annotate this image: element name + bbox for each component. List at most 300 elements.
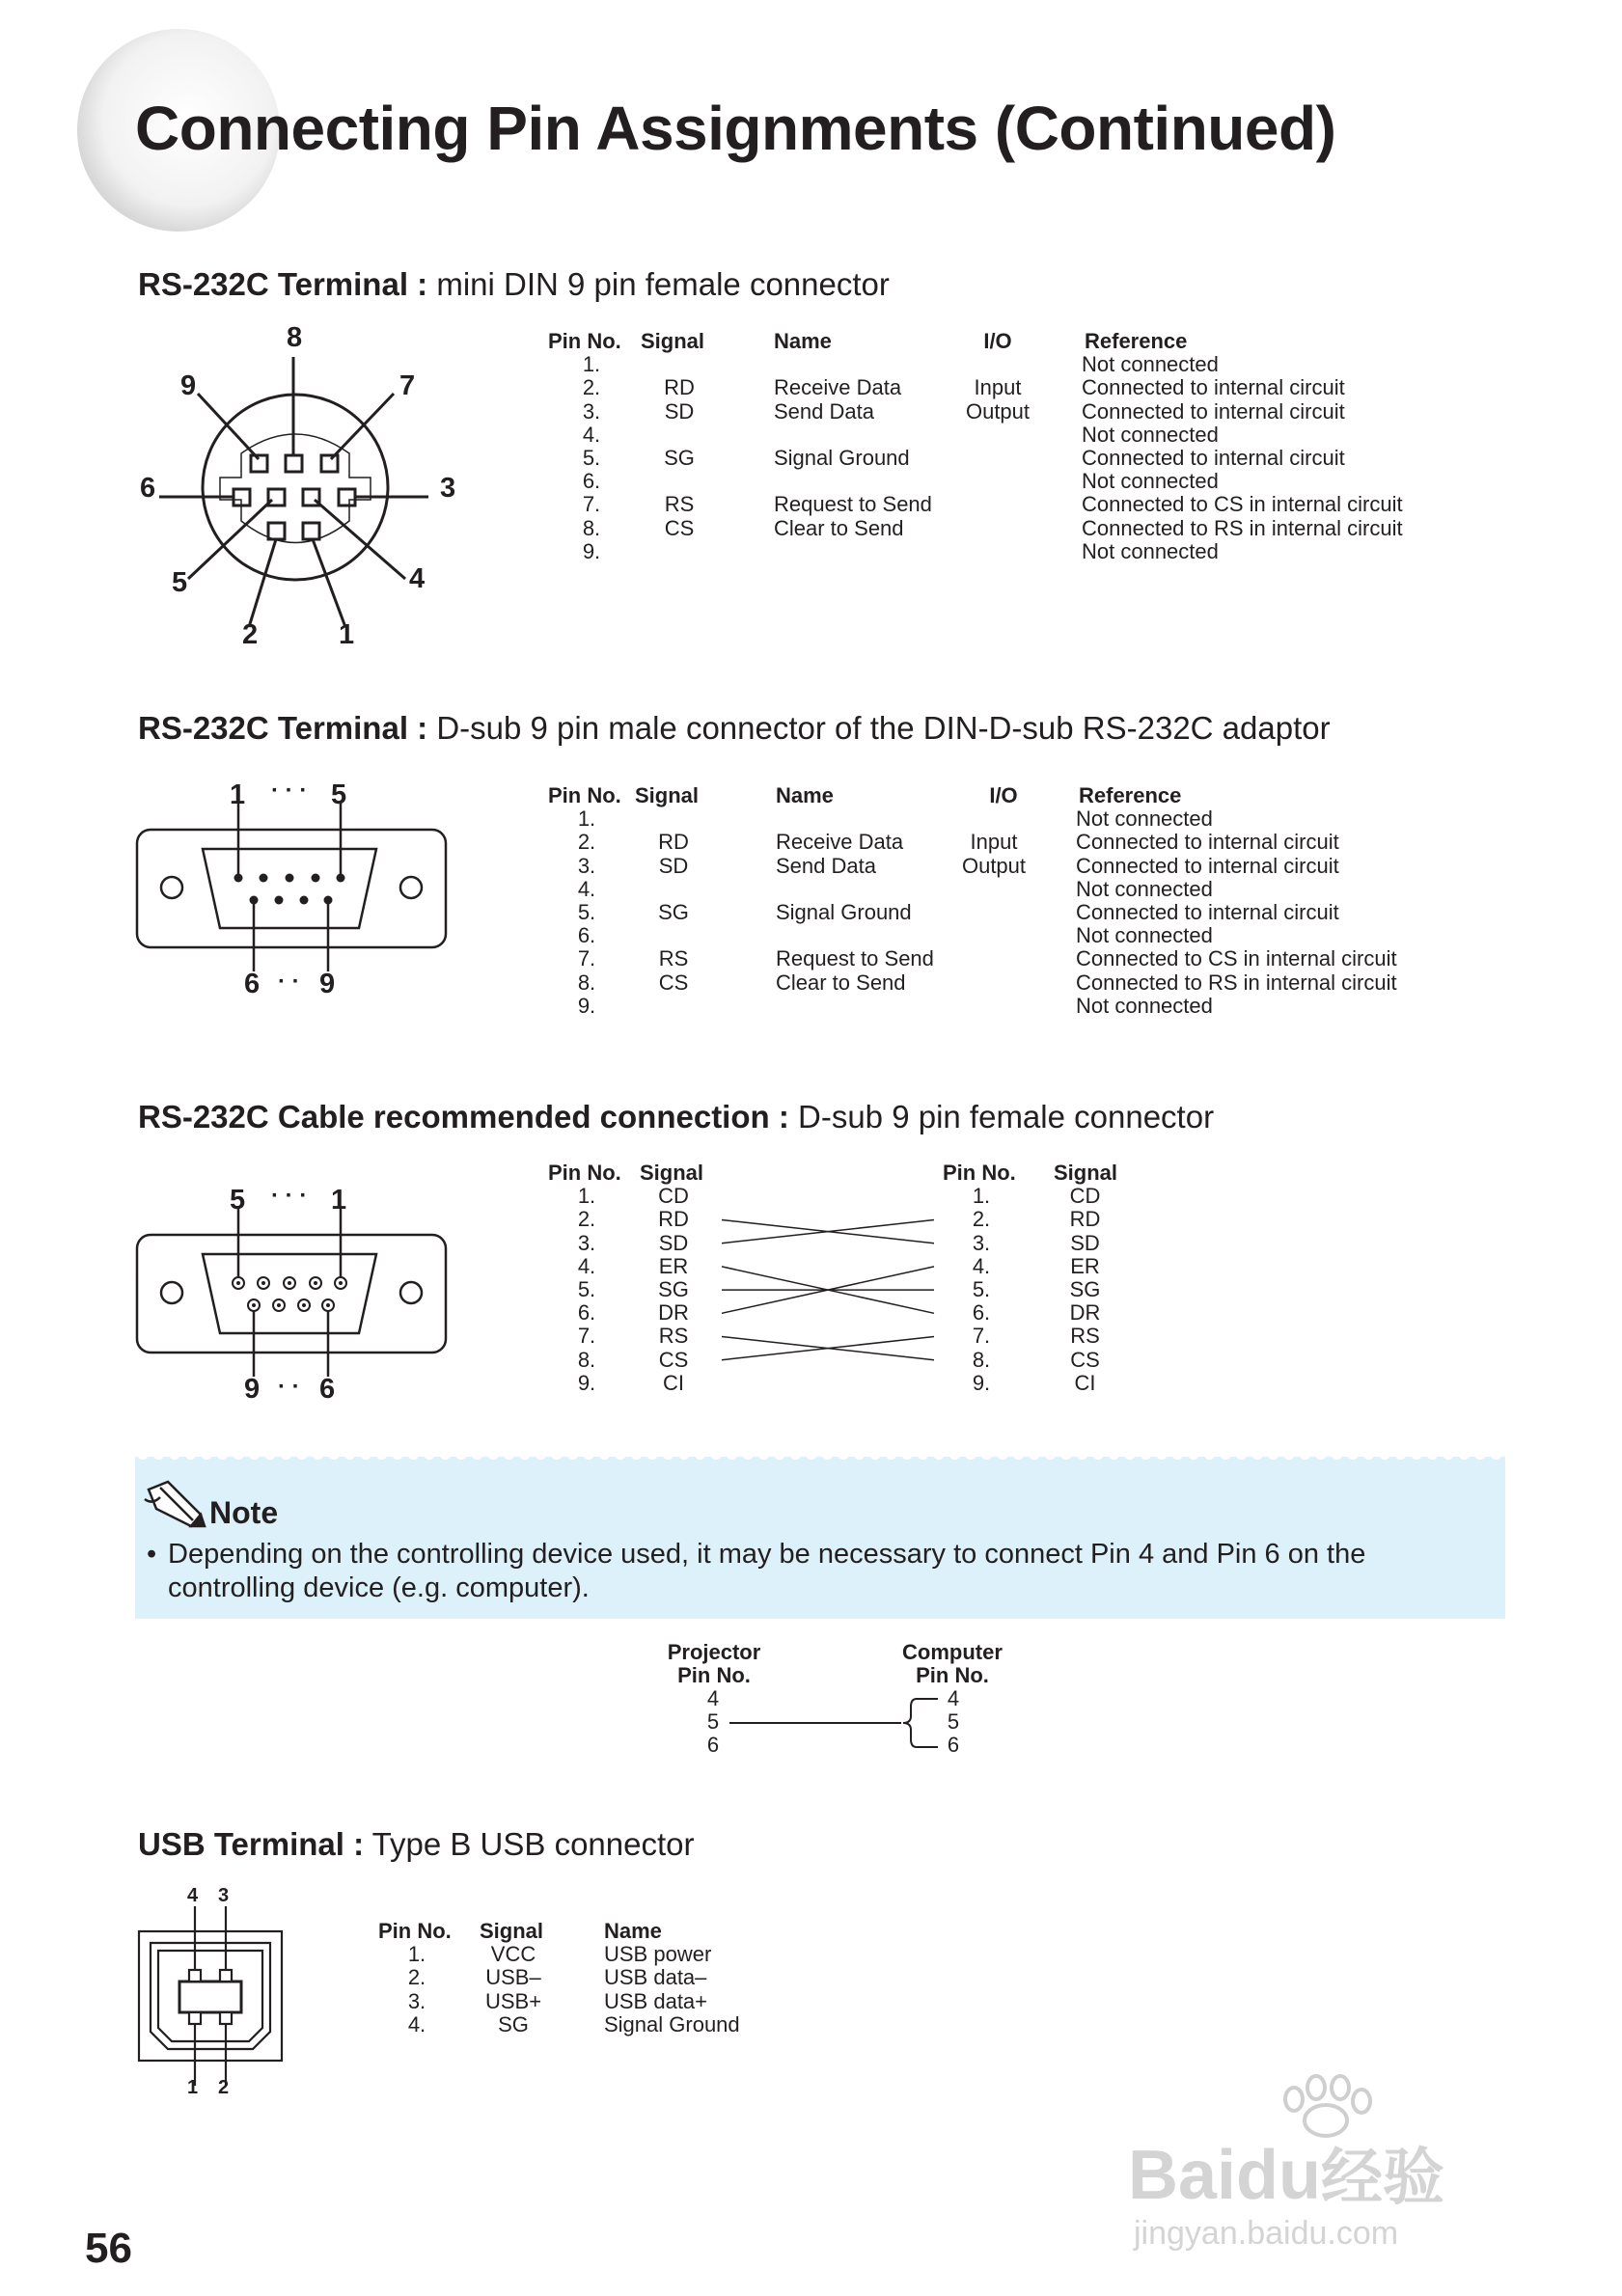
- pencil-icon: [143, 1480, 208, 1530]
- table-cell: [635, 807, 712, 831]
- pin-cells: [548, 353, 635, 563]
- scallop: [264, 1448, 276, 1460]
- table-cell: [635, 995, 712, 1018]
- table-cell: Request to Send: [776, 946, 934, 971]
- scallop: [806, 1448, 817, 1460]
- computer-label: [885, 1641, 1020, 1687]
- table-cell: 4.: [577, 1253, 596, 1278]
- table-cell: Not connected: [1076, 806, 1213, 832]
- table-cell: [959, 493, 1036, 516]
- dsub-male-top-dots: · · ·: [271, 778, 308, 804]
- usb-pin-label-1: 1: [187, 2077, 199, 2098]
- table-cell: [774, 424, 967, 447]
- scallop: [1013, 1448, 1025, 1460]
- scallop: [710, 1448, 722, 1460]
- table-cell: 8.: [577, 1347, 596, 1372]
- table-cell: 3.: [577, 853, 596, 878]
- table-cell: 8.: [582, 515, 601, 540]
- pin-number: 5: [947, 1709, 960, 1735]
- table-cell: Not connected: [1082, 469, 1219, 494]
- table-cell: 9.: [577, 993, 596, 1018]
- table-cell: [641, 424, 718, 447]
- section-title-rest: mini DIN 9 pin female connector: [427, 266, 890, 302]
- scallop: [583, 1448, 594, 1460]
- signal-cells: [470, 1943, 557, 2036]
- scallop: [185, 1448, 197, 1460]
- table-cell: 7.: [972, 1324, 991, 1349]
- scallop: [392, 1448, 403, 1460]
- table-cell: CD: [658, 1184, 689, 1209]
- table-cell: RD: [664, 375, 695, 400]
- table-cell: 8.: [577, 970, 596, 995]
- table-cell: 7.: [582, 492, 601, 517]
- table-cell: 3.: [582, 398, 601, 424]
- section-title-dsub-male: [138, 710, 1331, 747]
- col-name: [774, 330, 967, 563]
- table-cell: 8.: [972, 1347, 991, 1372]
- col-reference: [1082, 330, 1468, 563]
- scallop: [281, 1448, 292, 1460]
- table-cell: Request to Send: [774, 492, 932, 517]
- table-cell: SG: [1069, 1276, 1101, 1301]
- table-cell: Connected to internal circuit: [1076, 830, 1339, 855]
- table-cell: SD: [664, 398, 695, 424]
- header-left-pin: Pin No.: [548, 1161, 621, 1185]
- table-cell: CI: [663, 1370, 684, 1395]
- scallop: [663, 1448, 674, 1460]
- table-cell: RS: [658, 1324, 689, 1349]
- scallop: [901, 1448, 913, 1460]
- table-cell: [635, 878, 712, 901]
- table-cell: Connected to RS in internal circuit: [1076, 970, 1397, 995]
- section-title-bold: RS-232C Cable recommended connection :: [138, 1099, 789, 1134]
- scallop: [153, 1448, 165, 1460]
- scallop: [519, 1448, 531, 1460]
- table-cell: 6.: [972, 1300, 991, 1326]
- dsub-male-bottom-left: 6: [244, 969, 261, 999]
- scallop: [1220, 1448, 1231, 1460]
- usb-connector-diagram: [135, 1899, 289, 2082]
- table-cell: [959, 353, 1036, 376]
- table-cell: RS: [664, 492, 695, 517]
- header-reference: Reference: [1079, 783, 1182, 807]
- scallop: [727, 1448, 738, 1460]
- section-title-bold: RS-232C Terminal :: [138, 266, 428, 302]
- pin-jumper-diagram: [724, 1687, 946, 1759]
- col-signal: [641, 330, 718, 563]
- table-cell: 2.: [407, 1965, 426, 1990]
- scallop: [1395, 1448, 1407, 1460]
- scallop: [949, 1448, 961, 1460]
- pin-label-5: 5: [172, 567, 188, 598]
- pin-label-3: 3: [440, 473, 456, 504]
- table-cell: Connected to internal circuit: [1082, 445, 1345, 470]
- scallop: [1491, 1448, 1502, 1460]
- scallop: [313, 1448, 324, 1460]
- scallop: [1188, 1448, 1199, 1460]
- table-cell: 1.: [577, 1184, 596, 1209]
- usb-pin-table: [378, 1920, 784, 2055]
- scallop: [869, 1448, 881, 1460]
- table-cell: 2.: [577, 830, 596, 855]
- scallop: [918, 1448, 929, 1460]
- scallop: [678, 1448, 690, 1460]
- table-cell: 6.: [577, 923, 596, 948]
- watermark-jingyan: 经验: [1321, 2143, 1445, 2212]
- scallop: [1379, 1448, 1390, 1460]
- table-cell: CD: [1069, 1184, 1101, 1209]
- table-cell: Clear to Send: [776, 970, 906, 995]
- table-cell: Connected to internal circuit: [1082, 398, 1345, 424]
- name-cells: [604, 1943, 778, 2036]
- table-cell: 6.: [577, 1300, 596, 1326]
- cable-pin-table: [548, 1162, 1146, 1403]
- col-name: [776, 784, 969, 1018]
- header-name: Name: [774, 329, 832, 353]
- header-pin: Pin No.: [548, 329, 621, 353]
- table-cell: [641, 470, 718, 493]
- scallop: [233, 1448, 244, 1460]
- scallop: [296, 1448, 308, 1460]
- table-cell: [774, 353, 967, 376]
- header-name: Name: [776, 783, 834, 807]
- table-cell: [955, 971, 1032, 995]
- header-signal: Signal: [480, 1919, 544, 1943]
- scallop: [536, 1448, 547, 1460]
- section-title-bold: USB Terminal :: [138, 1826, 365, 1862]
- table-cell: [959, 517, 1036, 540]
- scallop: [424, 1448, 435, 1460]
- table-cell: Signal Ground: [776, 899, 912, 924]
- table-cell: Receive Data: [774, 375, 902, 400]
- dsub-male-bottom-right: 9: [319, 969, 336, 999]
- table-cell: 7.: [577, 946, 596, 971]
- pin-label-6: 6: [140, 473, 156, 504]
- name-cells: [774, 353, 967, 563]
- table-cell: [776, 995, 969, 1018]
- table-cell: [635, 924, 712, 947]
- scallop: [1332, 1448, 1343, 1460]
- table-cell: 1.: [582, 352, 601, 377]
- table-cell: SG: [664, 445, 695, 470]
- table-cell: Clear to Send: [774, 515, 904, 540]
- io-cells: [959, 353, 1036, 563]
- dsub-male-pin-table: [548, 784, 1474, 1025]
- page-title: Connecting Pin Assignments (Continued): [135, 94, 1336, 163]
- scallop: [1443, 1448, 1454, 1460]
- table-cell: Not connected: [1082, 352, 1219, 377]
- table-cell: Connected to internal circuit: [1082, 375, 1345, 400]
- scallop: [790, 1448, 802, 1460]
- scallop: [838, 1448, 849, 1460]
- section-title-mini-din: [138, 266, 890, 303]
- header-left-signal: Signal: [640, 1161, 704, 1185]
- projector-label: [646, 1641, 782, 1687]
- cable-top-right: 1: [331, 1185, 347, 1216]
- scallop: [487, 1448, 499, 1460]
- table-cell: 5.: [577, 899, 596, 924]
- usb-pin-label-4: 4: [187, 1885, 199, 1906]
- table-cell: 6.: [582, 469, 601, 494]
- scallop: [504, 1448, 515, 1460]
- scallop: [1141, 1448, 1152, 1460]
- table-cell: Send Data: [776, 853, 876, 878]
- scallop: [695, 1448, 706, 1460]
- cable-cross-lines: [548, 1162, 1146, 1403]
- scallop: [758, 1448, 770, 1460]
- table-cell: 9.: [577, 1370, 596, 1395]
- col-pin: [378, 1920, 455, 2036]
- scallop: [567, 1448, 579, 1460]
- scallop: [1315, 1448, 1327, 1460]
- note-body: Depending on the controlling device used, it may be necessary to connect Pin 4 and Pin 6 on the controlling device (e.g. computer).: [168, 1539, 1366, 1603]
- pin-number: 6: [947, 1733, 960, 1758]
- table-cell: Connected to internal circuit: [1076, 853, 1339, 878]
- cable-bottom-dots: · ·: [278, 1374, 300, 1400]
- table-cell: [955, 807, 1032, 831]
- table-cell: USB power: [604, 1942, 712, 1967]
- table-cell: Receive Data: [776, 830, 904, 855]
- table-cell: [955, 878, 1032, 901]
- baidu-watermark: [1128, 2074, 1533, 2257]
- table-cell: [959, 470, 1036, 493]
- table-cell: 3.: [972, 1230, 991, 1255]
- pin-label-7: 7: [399, 370, 416, 401]
- table-cell: 1.: [577, 806, 596, 832]
- table-cell: 5.: [582, 445, 601, 470]
- table-cell: 1.: [972, 1184, 991, 1209]
- scallop: [599, 1448, 611, 1460]
- table-cell: [776, 878, 969, 901]
- scallop: [1156, 1448, 1168, 1460]
- table-cell: DR: [1069, 1300, 1101, 1326]
- table-cell: 9.: [972, 1370, 991, 1395]
- pin-label-9: 9: [180, 370, 197, 401]
- scallop: [408, 1448, 420, 1460]
- header-io: I/O: [983, 329, 1012, 353]
- computer-label-1: Computer: [902, 1640, 1003, 1664]
- scallop: [646, 1448, 658, 1460]
- table-cell: CS: [664, 515, 695, 540]
- table-cell: ER: [658, 1253, 689, 1278]
- scallop: [615, 1448, 626, 1460]
- table-cell: [641, 540, 718, 563]
- col-pin: [548, 784, 625, 1018]
- dsub-male-top-right: 5: [331, 779, 347, 810]
- scallop: [455, 1448, 467, 1460]
- mini-din-pin-table: [548, 330, 1474, 571]
- scallop: [1300, 1448, 1311, 1460]
- col-signal: [480, 1920, 557, 2036]
- table-cell: [641, 353, 718, 376]
- table-cell: 1.: [407, 1942, 426, 1967]
- scallop: [997, 1448, 1008, 1460]
- table-cell: Not connected: [1076, 993, 1213, 1018]
- table-cell: 4.: [582, 422, 601, 447]
- table-cell: Connected to internal circuit: [1076, 899, 1339, 924]
- dsub-male-bottom-dots: · ·: [278, 969, 300, 995]
- scallop: [886, 1448, 897, 1460]
- table-cell: RD: [658, 830, 689, 855]
- table-cell: [776, 807, 969, 831]
- projector-label-2: Pin No.: [677, 1663, 751, 1687]
- table-cell: USB+: [484, 1988, 542, 2013]
- table-cell: SG: [658, 899, 689, 924]
- scallop: [249, 1448, 261, 1460]
- pin-number: 6: [706, 1733, 720, 1758]
- note-bullet: •: [147, 1539, 157, 1570]
- table-cell: SD: [658, 853, 689, 878]
- scallop: [1236, 1448, 1248, 1460]
- table-cell: Connected to RS in internal circuit: [1082, 515, 1403, 540]
- col-pin: [548, 330, 635, 563]
- scallop: [217, 1448, 229, 1460]
- scallop: [328, 1448, 340, 1460]
- section-title-cable: [138, 1099, 1214, 1135]
- col-io: [959, 330, 1036, 563]
- pin-number: 4: [947, 1686, 960, 1710]
- pin-label-2: 2: [242, 619, 259, 650]
- page-number: 56: [85, 2225, 132, 2272]
- col-reference: [1076, 784, 1462, 1018]
- header-io: I/O: [989, 783, 1018, 807]
- section-title-bold: RS-232C Terminal :: [138, 710, 428, 746]
- header-right-signal: Signal: [1054, 1161, 1118, 1185]
- table-cell: [774, 470, 967, 493]
- scallop: [1124, 1448, 1136, 1460]
- scallop: [1077, 1448, 1088, 1460]
- col-io: [955, 784, 1032, 1018]
- table-cell: 4.: [972, 1253, 991, 1278]
- section-title-usb: [138, 1826, 695, 1863]
- table-cell: VCC: [490, 1942, 536, 1967]
- table-cell: Signal Ground: [774, 445, 910, 470]
- table-cell: RS: [658, 946, 689, 971]
- table-cell: Output: [965, 398, 1031, 424]
- table-cell: CS: [658, 970, 689, 995]
- table-cell: [955, 901, 1032, 924]
- table-cell: [959, 424, 1036, 447]
- pin-cells: [378, 1943, 455, 2036]
- scallop: [1474, 1448, 1486, 1460]
- table-cell: 3.: [577, 1230, 596, 1255]
- table-cell: 7.: [577, 1324, 596, 1349]
- table-cell: [955, 947, 1032, 970]
- scallop: [822, 1448, 834, 1460]
- scallop: [137, 1448, 149, 1460]
- scallop: [1411, 1448, 1422, 1460]
- cable-bottom-right: 6: [319, 1374, 336, 1405]
- table-cell: 5.: [972, 1276, 991, 1301]
- scallop: [965, 1448, 976, 1460]
- scallop: [1172, 1448, 1184, 1460]
- table-cell: Connected to CS in internal circuit: [1076, 946, 1397, 971]
- table-cell: CS: [1070, 1347, 1100, 1372]
- scallop: [1268, 1448, 1279, 1460]
- table-cell: Not connected: [1082, 538, 1219, 563]
- pin-label-4: 4: [409, 563, 426, 594]
- table-cell: SD: [1070, 1230, 1100, 1255]
- table-cell: Output: [961, 853, 1027, 878]
- section-title-rest: D-sub 9 pin female connector: [788, 1099, 1215, 1134]
- header-reference: Reference: [1085, 329, 1188, 353]
- table-cell: [955, 924, 1032, 947]
- scallop: [376, 1448, 388, 1460]
- scallop: [201, 1448, 212, 1460]
- table-cell: [959, 447, 1036, 470]
- scallop: [344, 1448, 356, 1460]
- pin-label-1: 1: [339, 619, 355, 650]
- col-name: [604, 1920, 778, 2036]
- scallop: [1427, 1448, 1439, 1460]
- scallop: [1283, 1448, 1295, 1460]
- table-cell: Input: [974, 375, 1022, 400]
- usb-pin-label-3: 3: [218, 1885, 230, 1906]
- cable-top-dots: · · ·: [271, 1183, 308, 1209]
- table-cell: [776, 924, 969, 947]
- watermark-bai: Bai: [1128, 2137, 1237, 2214]
- name-cells: [776, 807, 969, 1018]
- table-cell: 2.: [582, 375, 601, 400]
- scallop: [854, 1448, 866, 1460]
- table-cell: [959, 540, 1036, 563]
- scallop: [1045, 1448, 1057, 1460]
- header-pin: Pin No.: [378, 1919, 452, 1943]
- scallop: [360, 1448, 371, 1460]
- table-cell: ER: [1070, 1253, 1100, 1278]
- scallop: [1459, 1448, 1471, 1460]
- scallop: [742, 1448, 754, 1460]
- projector-label-1: Projector: [667, 1640, 761, 1664]
- scallop: [1363, 1448, 1375, 1460]
- table-cell: 9.: [582, 538, 601, 563]
- table-cell: CS: [658, 1347, 689, 1372]
- scallop: [981, 1448, 993, 1460]
- header-signal: Signal: [641, 329, 705, 353]
- reference-cells: [1082, 353, 1468, 563]
- pin-cells: [548, 807, 625, 1018]
- table-cell: [955, 995, 1032, 1018]
- scallop: [169, 1448, 180, 1460]
- table-cell: 3.: [407, 1988, 426, 2013]
- cable-top-left: 5: [230, 1185, 246, 1216]
- table-cell: 2.: [577, 1207, 596, 1232]
- table-cell: Not connected: [1076, 923, 1213, 948]
- scallop: [1204, 1448, 1216, 1460]
- signal-cells: [641, 353, 718, 563]
- signal-cells: [635, 807, 712, 1018]
- header-signal: Signal: [635, 783, 700, 807]
- header-pin: Pin No.: [548, 783, 621, 807]
- scallop: [1060, 1448, 1072, 1460]
- scallop: [933, 1448, 945, 1460]
- table-cell: 5.: [577, 1276, 596, 1301]
- note-scallop-edge: [135, 1450, 1505, 1465]
- header-name: Name: [604, 1919, 662, 1943]
- scallop: [1029, 1448, 1040, 1460]
- table-cell: Connected to CS in internal circuit: [1082, 492, 1403, 517]
- scallop: [440, 1448, 452, 1460]
- computer-label-2: Pin No.: [916, 1663, 989, 1687]
- table-cell: RS: [1070, 1324, 1100, 1349]
- table-cell: Signal Ground: [604, 2011, 740, 2036]
- scallop: [631, 1448, 643, 1460]
- scallop: [1109, 1448, 1120, 1460]
- cable-bottom-left: 9: [244, 1374, 261, 1405]
- scallop: [774, 1448, 785, 1460]
- scallop: [1347, 1448, 1359, 1460]
- table-cell: Not connected: [1082, 422, 1219, 447]
